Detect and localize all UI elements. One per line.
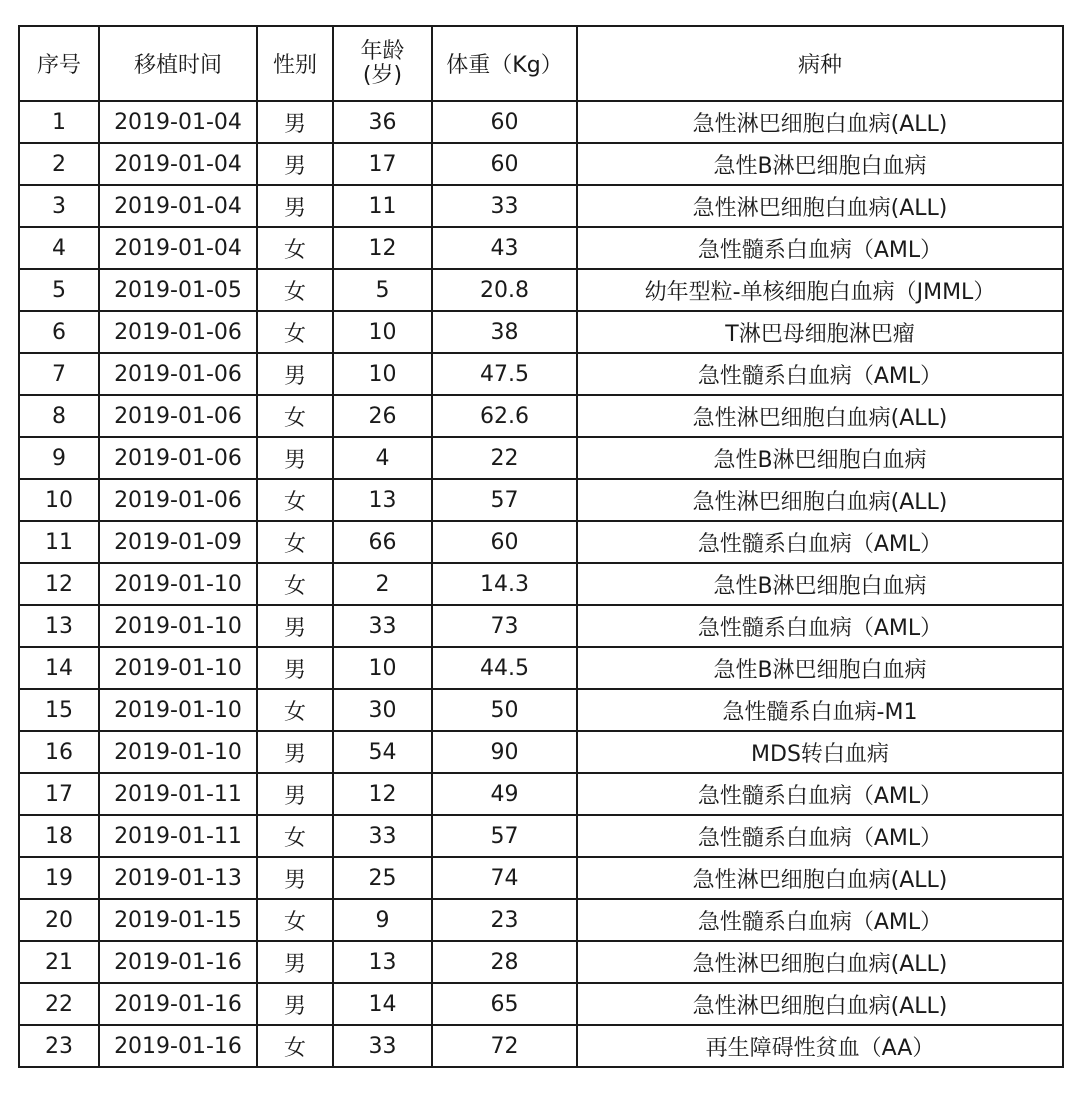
cell-transplant-date: 2019-01-10 (99, 563, 257, 605)
cell-diagnosis: 急性B淋巴细胞白血病 (577, 563, 1063, 605)
cell-age: 33 (333, 815, 432, 857)
header-no: 序号 (19, 26, 99, 101)
cell-diagnosis: 急性髓系白血病-M1 (577, 689, 1063, 731)
cell-weight: 74 (432, 857, 577, 899)
cell-transplant-date: 2019-01-04 (99, 227, 257, 269)
cell-age: 30 (333, 689, 432, 731)
cell-sex: 男 (257, 857, 333, 899)
cell-sex: 女 (257, 269, 333, 311)
table-row (19, 437, 1063, 479)
cell-age: 36 (333, 101, 432, 143)
cell-weight: 47.5 (432, 353, 577, 395)
table-row (19, 143, 1063, 185)
cell-sex: 男 (257, 353, 333, 395)
cell-age: 9 (333, 899, 432, 941)
cell-transplant-date: 2019-01-10 (99, 605, 257, 647)
cell-diagnosis: 急性淋巴细胞白血病(ALL) (577, 983, 1063, 1025)
cell-weight: 33 (432, 185, 577, 227)
cell-age: 13 (333, 479, 432, 521)
cell-transplant-date: 2019-01-04 (99, 185, 257, 227)
cell-transplant-date: 2019-01-05 (99, 269, 257, 311)
header-weight: 体重（Kg） (432, 26, 577, 101)
cell-no: 3 (19, 185, 99, 227)
cell-age: 33 (333, 605, 432, 647)
cell-diagnosis: 急性B淋巴细胞白血病 (577, 143, 1063, 185)
cell-diagnosis: 急性淋巴细胞白血病(ALL) (577, 857, 1063, 899)
cell-diagnosis: 急性髓系白血病（AML） (577, 899, 1063, 941)
cell-age: 12 (333, 227, 432, 269)
cell-no: 8 (19, 395, 99, 437)
table-row (19, 941, 1063, 983)
cell-sex: 男 (257, 773, 333, 815)
cell-weight: 43 (432, 227, 577, 269)
table-row (19, 773, 1063, 815)
cell-diagnosis: 急性髓系白血病（AML） (577, 815, 1063, 857)
table-row (19, 395, 1063, 437)
cell-diagnosis: 急性髓系白血病（AML） (577, 605, 1063, 647)
table-row (19, 815, 1063, 857)
cell-sex: 男 (257, 941, 333, 983)
cell-transplant-date: 2019-01-06 (99, 353, 257, 395)
cell-no: 2 (19, 143, 99, 185)
cell-no: 7 (19, 353, 99, 395)
cell-no: 20 (19, 899, 99, 941)
table-row (19, 227, 1063, 269)
cell-sex: 男 (257, 647, 333, 689)
cell-weight: 38 (432, 311, 577, 353)
header-sex: 性别 (257, 26, 333, 101)
cell-sex: 女 (257, 1025, 333, 1067)
cell-transplant-date: 2019-01-10 (99, 731, 257, 773)
table-row (19, 731, 1063, 773)
cell-sex: 女 (257, 521, 333, 563)
cell-age: 25 (333, 857, 432, 899)
table-row (19, 689, 1063, 731)
cell-transplant-date: 2019-01-16 (99, 983, 257, 1025)
table-row (19, 521, 1063, 563)
cell-diagnosis: T淋巴母细胞淋巴瘤 (577, 311, 1063, 353)
cell-no: 22 (19, 983, 99, 1025)
cell-sex: 女 (257, 395, 333, 437)
cell-age: 10 (333, 353, 432, 395)
cell-diagnosis: 急性B淋巴细胞白血病 (577, 647, 1063, 689)
cell-sex: 女 (257, 899, 333, 941)
table-header (19, 26, 1063, 101)
table-row (19, 101, 1063, 143)
cell-no: 6 (19, 311, 99, 353)
table-row (19, 899, 1063, 941)
cell-no: 10 (19, 479, 99, 521)
cell-weight: 44.5 (432, 647, 577, 689)
cell-no: 11 (19, 521, 99, 563)
cell-sex: 男 (257, 143, 333, 185)
cell-diagnosis: 急性髓系白血病（AML） (577, 521, 1063, 563)
cell-diagnosis: 急性髓系白血病（AML） (577, 227, 1063, 269)
cell-sex: 男 (257, 185, 333, 227)
cell-sex: 女 (257, 479, 333, 521)
cell-transplant-date: 2019-01-06 (99, 311, 257, 353)
cell-age: 26 (333, 395, 432, 437)
header-age-line1: 年龄 (360, 38, 405, 64)
cell-sex: 女 (257, 563, 333, 605)
cell-weight: 60 (432, 101, 577, 143)
cell-transplant-date: 2019-01-10 (99, 647, 257, 689)
cell-diagnosis: 急性淋巴细胞白血病(ALL) (577, 941, 1063, 983)
table-row (19, 185, 1063, 227)
cell-transplant-date: 2019-01-16 (99, 941, 257, 983)
cell-transplant-date: 2019-01-06 (99, 395, 257, 437)
cell-transplant-date: 2019-01-04 (99, 101, 257, 143)
cell-transplant-date: 2019-01-04 (99, 143, 257, 185)
cell-transplant-date: 2019-01-06 (99, 479, 257, 521)
table-row (19, 857, 1063, 899)
cell-diagnosis: 再生障碍性贫血（AA） (577, 1025, 1063, 1067)
cell-age: 54 (333, 731, 432, 773)
cell-transplant-date: 2019-01-16 (99, 1025, 257, 1067)
cell-weight: 50 (432, 689, 577, 731)
cell-diagnosis: 急性淋巴细胞白血病(ALL) (577, 395, 1063, 437)
cell-age: 5 (333, 269, 432, 311)
cell-weight: 72 (432, 1025, 577, 1067)
cell-transplant-date: 2019-01-15 (99, 899, 257, 941)
cell-weight: 90 (432, 731, 577, 773)
cell-weight: 57 (432, 815, 577, 857)
cell-transplant-date: 2019-01-06 (99, 437, 257, 479)
table-row (19, 311, 1063, 353)
cell-no: 16 (19, 731, 99, 773)
cell-no: 5 (19, 269, 99, 311)
cell-no: 19 (19, 857, 99, 899)
cell-sex: 女 (257, 815, 333, 857)
cell-age: 17 (333, 143, 432, 185)
table-body (19, 101, 1063, 1067)
cell-sex: 女 (257, 227, 333, 269)
cell-sex: 女 (257, 311, 333, 353)
cell-age: 12 (333, 773, 432, 815)
header-transplant-date: 移植时间 (99, 26, 257, 101)
table-row (19, 269, 1063, 311)
cell-no: 1 (19, 101, 99, 143)
cell-age: 33 (333, 1025, 432, 1067)
cell-diagnosis: 幼年型粒-单核细胞白血病（JMML） (577, 269, 1063, 311)
cell-no: 12 (19, 563, 99, 605)
table-row (19, 1025, 1063, 1067)
cell-diagnosis: MDS转白血病 (577, 731, 1063, 773)
cell-diagnosis: 急性淋巴细胞白血病(ALL) (577, 479, 1063, 521)
cell-transplant-date: 2019-01-09 (99, 521, 257, 563)
cell-sex: 女 (257, 689, 333, 731)
cell-transplant-date: 2019-01-11 (99, 815, 257, 857)
cell-age: 2 (333, 563, 432, 605)
header-age-line2: (岁) (362, 62, 403, 88)
cell-transplant-date: 2019-01-10 (99, 689, 257, 731)
header-age (333, 26, 432, 101)
cell-weight: 62.6 (432, 395, 577, 437)
cell-weight: 60 (432, 521, 577, 563)
cell-weight: 14.3 (432, 563, 577, 605)
cell-weight: 57 (432, 479, 577, 521)
cell-weight: 23 (432, 899, 577, 941)
table-row (19, 479, 1063, 521)
cell-diagnosis: 急性淋巴细胞白血病(ALL) (577, 185, 1063, 227)
cell-age: 10 (333, 647, 432, 689)
cell-sex: 男 (257, 605, 333, 647)
table-row (19, 563, 1063, 605)
cell-age: 14 (333, 983, 432, 1025)
cell-sex: 男 (257, 437, 333, 479)
cell-transplant-date: 2019-01-13 (99, 857, 257, 899)
cell-age: 11 (333, 185, 432, 227)
cell-diagnosis: 急性髓系白血病（AML） (577, 353, 1063, 395)
cell-weight: 22 (432, 437, 577, 479)
cell-no: 9 (19, 437, 99, 479)
cell-no: 4 (19, 227, 99, 269)
cell-diagnosis: 急性淋巴细胞白血病(ALL) (577, 101, 1063, 143)
cell-no: 17 (19, 773, 99, 815)
cell-weight: 73 (432, 605, 577, 647)
cell-weight: 28 (432, 941, 577, 983)
cell-no: 14 (19, 647, 99, 689)
cell-age: 13 (333, 941, 432, 983)
transplant-table (18, 25, 1064, 1068)
cell-weight: 49 (432, 773, 577, 815)
cell-sex: 男 (257, 101, 333, 143)
table-row (19, 647, 1063, 689)
header-row (19, 26, 1063, 101)
cell-weight: 20.8 (432, 269, 577, 311)
table-row (19, 605, 1063, 647)
cell-diagnosis: 急性B淋巴细胞白血病 (577, 437, 1063, 479)
cell-diagnosis: 急性髓系白血病（AML） (577, 773, 1063, 815)
cell-sex: 男 (257, 983, 333, 1025)
cell-no: 13 (19, 605, 99, 647)
table-row (19, 983, 1063, 1025)
cell-age: 10 (333, 311, 432, 353)
cell-no: 21 (19, 941, 99, 983)
cell-sex: 男 (257, 731, 333, 773)
cell-age: 4 (333, 437, 432, 479)
cell-no: 18 (19, 815, 99, 857)
cell-weight: 65 (432, 983, 577, 1025)
table-row (19, 353, 1063, 395)
cell-no: 15 (19, 689, 99, 731)
header-diagnosis: 病种 (577, 26, 1063, 101)
cell-transplant-date: 2019-01-11 (99, 773, 257, 815)
cell-no: 23 (19, 1025, 99, 1067)
cell-weight: 60 (432, 143, 577, 185)
cell-age: 66 (333, 521, 432, 563)
